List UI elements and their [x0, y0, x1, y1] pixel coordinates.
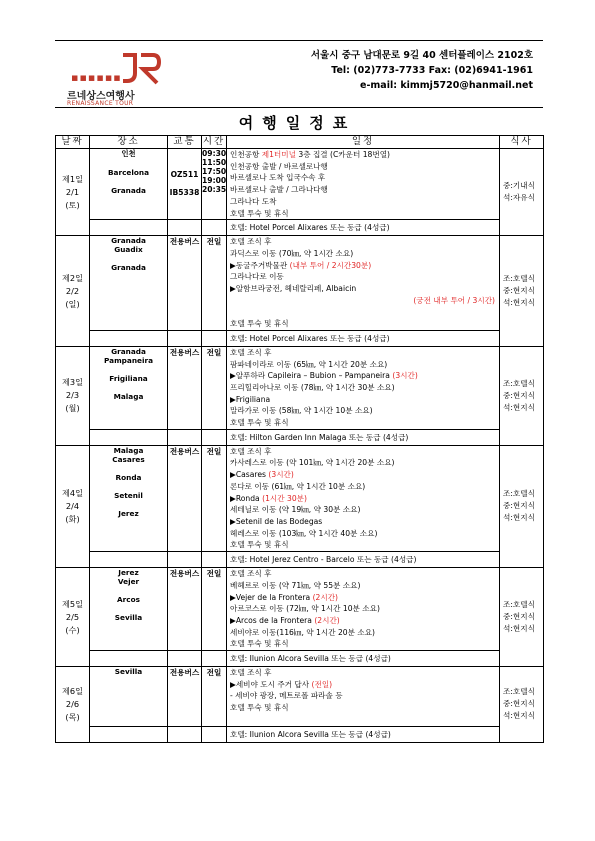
schedule-text: 호텔 조식 후 [230, 237, 272, 247]
place-name: Granada [111, 346, 146, 356]
schedule-text: 3층 집결 (C카운터 18번열) [295, 150, 391, 159]
time-cell [202, 149, 227, 220]
schedule-text: 호텔 조식 후 [230, 347, 272, 357]
schedule-line [230, 260, 499, 272]
schedule-text: 인천공항 출발 / 바르셀로나행 [230, 161, 328, 171]
schedule-line [230, 196, 499, 208]
hotel-row-place-blank [90, 429, 168, 445]
day-row-4 [56, 445, 544, 551]
day-row-1 [56, 149, 544, 220]
schedule-line [230, 481, 499, 493]
logo-mark-icon [121, 51, 161, 85]
schedule-text: ▶Vejer de la Frontera [230, 592, 313, 602]
place-cell [90, 236, 168, 331]
schedule-text: 세비야로 이동(116㎞, 약 1시간 20분 소요) [230, 627, 376, 637]
schedule-line [230, 539, 499, 551]
schedule-text: 그라나다 도착 [230, 196, 277, 206]
place-name: Malaga [113, 445, 144, 455]
day-label [56, 445, 90, 567]
schedule-text: 인천공항 [230, 150, 262, 159]
schedule-text: 호텔 투숙 및 휴식 [230, 703, 289, 713]
place-name [90, 383, 167, 392]
schedule-text: 호텔 투숙 및 휴식 [230, 418, 289, 428]
transport-cell [168, 149, 202, 220]
place-name [90, 500, 167, 509]
schedule-text: ▶Frigiliana [230, 394, 271, 404]
schedule-line [230, 580, 499, 592]
schedule-highlight: (궁전 내부 투어 / 3시간) [413, 295, 495, 305]
hotel-row-place-blank [90, 651, 168, 667]
meal-value: 중:기내식 [503, 181, 535, 191]
schedule-line [230, 347, 499, 359]
meal-value: 조:호텔식 [503, 274, 535, 284]
place-name: Malaga [113, 391, 144, 401]
meal-value: 석:현지식 [503, 711, 535, 721]
meal-value: 석:현지식 [503, 624, 535, 634]
schedule-line [230, 568, 499, 580]
schedule-line [230, 714, 499, 726]
hotel-row-2 [56, 330, 544, 346]
hotel-info: 호텔: Hilton Garden Inn Malaga 또는 동급 (4성급) [227, 429, 500, 445]
schedule-line [230, 627, 499, 639]
time-value: 09:30 [202, 149, 227, 158]
hotel-row-transport-blank [168, 651, 202, 667]
schedule-text [230, 307, 232, 316]
place-name: Casares [112, 454, 145, 464]
schedule-line [230, 603, 499, 615]
schedule-line [230, 638, 499, 650]
schedule-text: 바르셀로나 도착 입국수속 후 [230, 173, 326, 183]
header-date: 날짜 [56, 136, 90, 149]
transport-value: 전용버스 [169, 347, 200, 357]
schedule-text: 헤레스로 이동 (103㎞, 약 1시간 40분 소요) [230, 528, 378, 538]
schedule-line [230, 417, 499, 429]
transport-cell [168, 568, 202, 651]
company-logo [65, 51, 185, 107]
transport-value: OZ511 [170, 170, 199, 179]
schedule-highlight: (3시간) [268, 470, 294, 480]
schedule-line [230, 516, 499, 528]
schedule-line [230, 149, 499, 161]
place-name [90, 254, 167, 263]
time-cell [202, 346, 227, 429]
schedule-text: 카사레스로 이동 (약 101㎞, 약 1시간 20분 소요) [230, 458, 395, 468]
meal-cell [500, 149, 544, 236]
schedule-highlight: (3시간) [392, 371, 418, 381]
schedule-text: - 세비야 광장, 메트로폴 파라솔 등 [230, 691, 343, 701]
place-name [90, 464, 167, 473]
place-name [90, 177, 167, 186]
schedule-text [230, 715, 232, 724]
time-value: 전일 [206, 446, 222, 456]
time-value: 20:35 [202, 185, 227, 194]
schedule-text: ▶Setenil de las Bodegas [230, 516, 323, 526]
day-label-line: (월) [65, 403, 80, 414]
hotel-info: 호텔: Hotel Jerez Centro - Barcelo 또는 동급 (4성급) [227, 552, 500, 568]
place-name: Frigiliana [109, 373, 148, 383]
schedule-line [230, 283, 499, 295]
hotel-row-transport-blank [168, 726, 202, 742]
place-name: Pampaneira [104, 355, 153, 365]
transport-cell [168, 346, 202, 429]
schedule-line [230, 359, 499, 371]
place-name [90, 604, 167, 613]
logo-dots: ▪▪▪▪▪▪ [71, 71, 122, 84]
hotel-row-place-blank [90, 220, 168, 236]
day-row-5 [56, 568, 544, 651]
day-label-line: 제5일 [61, 598, 84, 609]
day-label [56, 236, 90, 347]
schedule-line [230, 208, 499, 220]
schedule-cell [227, 236, 500, 331]
meal-cell [500, 568, 544, 667]
place-name [90, 159, 167, 168]
schedule-line [230, 667, 499, 679]
meal-value: 조:호텔식 [503, 378, 535, 388]
company-tel-fax: Tel: (02)773-7733 Fax: (02)6941-1961 [331, 65, 533, 76]
hotel-row-transport-blank [168, 429, 202, 445]
schedule-text: 호텔 조식 후 [230, 446, 272, 456]
itinerary-table [55, 135, 544, 743]
place-name: Granada [111, 263, 146, 273]
meal-cell [500, 236, 544, 347]
day-row-3 [56, 346, 544, 429]
schedule-line [230, 504, 499, 516]
hotel-row-place-blank [90, 552, 168, 568]
day-label-line: 제2일 [61, 272, 84, 283]
hotel-row-1 [56, 220, 544, 236]
hotel-row-place-blank [90, 726, 168, 742]
hotel-row-transport-blank [168, 552, 202, 568]
schedule-line [230, 318, 499, 330]
transport-value: IB5338 [169, 188, 200, 197]
meal-value: 조:호텔식 [503, 687, 535, 697]
time-value: 전일 [206, 347, 222, 357]
transport-value: 전용버스 [169, 668, 200, 678]
day-label-line: (목) [65, 711, 80, 722]
day-label-line: (화) [65, 513, 80, 524]
schedule-cell [227, 149, 500, 220]
time-cell [202, 236, 227, 331]
company-address: 서울시 중구 남대문로 9길 40 센터플레이스 2102호 [310, 50, 533, 61]
schedule-line [230, 172, 499, 184]
time-value: 전일 [206, 668, 222, 678]
place-name: Granada [111, 186, 146, 195]
time-value: 전일 [206, 569, 222, 579]
schedule-line [230, 446, 499, 458]
day-label-line: (일) [65, 298, 80, 309]
place-name: Arcos [117, 595, 140, 605]
time-cell [202, 667, 227, 727]
schedule-text: ▶동굴주거박물관 [230, 260, 290, 270]
schedule-line [230, 184, 499, 196]
schedule-highlight: (2시간) [312, 592, 339, 602]
meal-cell [500, 667, 544, 743]
place-name: Sevilla [114, 667, 143, 677]
schedule-line [230, 394, 499, 406]
schedule-text: 팜파네이라로 이동 (65㎞, 약 1시간 20분 소요) [230, 359, 388, 369]
schedule-line [230, 248, 499, 260]
schedule-cell [227, 346, 500, 429]
schedule-text: ▶Casares [230, 470, 269, 480]
hotel-row-time-blank [202, 552, 227, 568]
schedule-line [230, 702, 499, 714]
hotel-info: 호텔: Hotel Porcel Alixares 또는 동급 (4성급) [227, 330, 500, 346]
schedule-line [230, 271, 499, 283]
day-label [56, 667, 90, 743]
day-label-line: 2/6 [65, 698, 80, 709]
schedule-text: 프리힐리아나로 이동 (78㎞, 약 1시간 30분 소요) [230, 382, 395, 392]
hotel-row-time-blank [202, 726, 227, 742]
meal-value: 중:현지식 [503, 501, 535, 511]
schedule-line [230, 161, 499, 173]
meal-value: 중:현지식 [503, 286, 535, 296]
day-label-line: 2/5 [65, 611, 80, 622]
time-value: 17:50 [202, 167, 227, 176]
schedule-text: 과딕스로 이동 (70㎞, 약 1시간 소요) [230, 248, 354, 258]
day-label-line: (토) [65, 199, 80, 210]
meal-value: 조:호텔식 [503, 489, 535, 499]
schedule-text: 호텔 투숙 및 휴식 [230, 319, 289, 329]
schedule-line [230, 615, 499, 627]
place-cell [90, 445, 168, 551]
company-email[interactable]: e-mail: kimmj5720@hanmail.net [360, 80, 533, 91]
hotel-info: 호텔: Hotel Porcel Alixares 또는 동급 (4성급) [227, 220, 500, 236]
schedule-text: 호텔 투숙 및 휴식 [230, 540, 289, 550]
schedule-text: ▶알푸하라 Capileira – Bubion – Pampaneira [230, 371, 393, 381]
meal-value: 석:현지식 [503, 513, 535, 523]
schedule-cell [227, 445, 500, 551]
transport-value: 전용버스 [169, 237, 200, 247]
day-label-line: 제4일 [61, 487, 84, 498]
schedule-line [230, 382, 499, 394]
place-cell [90, 149, 168, 220]
meal-value: 중:현지식 [503, 612, 535, 622]
page-title: 여행일정표 [238, 114, 357, 132]
schedule-text: ▶Ronda [230, 493, 263, 503]
table-header-row [56, 136, 544, 149]
header-schedule: 일정 [227, 136, 500, 149]
transport-value: 전용버스 [169, 569, 200, 579]
header-time: 시간 [202, 136, 226, 147]
time-cell [202, 445, 227, 551]
logo-text-english: RENAISSANCE TOUR [67, 100, 134, 107]
place-name: 인천 [121, 149, 136, 158]
place-name [90, 586, 167, 595]
transport-value: 전용버스 [169, 446, 200, 456]
place-name: Vejer [117, 577, 140, 587]
place-name [90, 482, 167, 491]
meal-value: 중:현지식 [503, 390, 535, 400]
place-name: Granada [111, 236, 146, 246]
schedule-line [230, 295, 499, 307]
schedule-line [230, 306, 499, 318]
hotel-row-time-blank [202, 651, 227, 667]
schedule-text: 바르셀로나 출발 / 그라나다행 [230, 185, 328, 195]
hotel-row-transport-blank [168, 220, 202, 236]
schedule-line [230, 457, 499, 469]
schedule-cell [227, 568, 500, 651]
place-name: Jerez [118, 568, 139, 578]
schedule-highlight: (전일) [311, 679, 333, 689]
schedule-text: 호텔 투숙 및 휴식 [230, 208, 289, 218]
day-label-line: 2/2 [65, 285, 80, 296]
transport-cell [168, 445, 202, 551]
schedule-line [230, 592, 499, 604]
header-transport: 교통 [168, 136, 202, 149]
time-value: 전일 [206, 237, 222, 247]
place-name: Sevilla [114, 613, 143, 623]
day-label-line: 제3일 [61, 377, 84, 388]
schedule-text: ▶알함브라궁전, 헤네랄리페, Albaicin [230, 284, 357, 294]
time-value: 19:00 [202, 176, 227, 185]
place-name: Ronda [115, 472, 142, 482]
schedule-line [230, 528, 499, 540]
schedule-text: 호텔 조식 후 [230, 668, 272, 678]
schedule-cell [227, 667, 500, 727]
letterhead [55, 40, 543, 108]
company-contact [311, 48, 533, 93]
meal-value: 석:현지식 [503, 402, 535, 412]
hotel-info: 호텔: Ilunion Alcora Sevilla 또는 동급 (4성급) [227, 651, 500, 667]
hotel-row-transport-blank [168, 330, 202, 346]
schedule-line [230, 690, 499, 702]
schedule-line [230, 370, 499, 382]
hotel-info: 호텔: Ilunion Alcora Sevilla 또는 동급 (4성급) [227, 726, 500, 742]
place-name: Guadix [114, 245, 143, 255]
meal-value: 중:현지식 [503, 699, 535, 709]
schedule-text: 론다로 이동 (61㎞, 약 1시간 10분 소요) [230, 481, 366, 491]
day-label [56, 568, 90, 667]
place-name: Jerez [118, 508, 139, 518]
day-row-2 [56, 236, 544, 331]
hotel-row-5 [56, 651, 544, 667]
hotel-row-6 [56, 726, 544, 742]
day-label-line: (수) [65, 624, 80, 635]
meal-cell [500, 346, 544, 445]
hotel-row-time-blank [202, 330, 227, 346]
meal-value: 석:현지식 [503, 298, 535, 308]
schedule-text: 호텔 투숙 및 휴식 [230, 639, 289, 649]
meal-cell [500, 445, 544, 567]
place-name: Setenil [114, 490, 143, 500]
transport-cell [168, 236, 202, 331]
schedule-highlight: (내부 투어 / 2시간30분) [289, 260, 372, 270]
place-name: Barcelona [108, 168, 149, 177]
transport-cell [168, 667, 202, 727]
day-label-line: 제6일 [61, 685, 84, 696]
day-label [56, 149, 90, 236]
day-label-line: 제1일 [61, 173, 84, 184]
schedule-highlight: (1시간 30분) [262, 493, 307, 503]
time-value: 11:50 [202, 158, 227, 167]
schedule-line [230, 679, 499, 691]
transport-value [168, 197, 201, 206]
hotel-row-3 [56, 429, 544, 445]
transport-value [168, 179, 201, 188]
schedule-line [230, 493, 499, 505]
schedule-text: ▶세비야 도시 주거 답사 [230, 679, 312, 689]
header-meal: 식사 [500, 136, 544, 149]
meal-value: 조:호텔식 [503, 600, 535, 610]
day-label [56, 346, 90, 445]
day-label-line: 2/1 [65, 186, 80, 197]
schedule-text: 호텔 조식 후 [230, 569, 272, 579]
schedule-line [230, 236, 499, 248]
schedule-text: ▶Arcos de la Frontera [230, 615, 315, 625]
schedule-text: 세테닐로 이동 (약 19㎞, 약 30분 소요) [230, 505, 361, 515]
schedule-text: 베헤르로 이동 (약 71㎞, 약 55분 소요) [230, 580, 361, 590]
schedule-text: 아르코스로 이동 (72㎞, 약 1시간 10분 소요) [230, 604, 380, 614]
logo-text-korean: 르네상스여행사 [67, 91, 135, 102]
schedule-text: 말라가로 이동 (58㎞, 약 1시간 10분 소요) [230, 406, 373, 416]
place-cell [90, 568, 168, 651]
place-cell [90, 346, 168, 429]
schedule-highlight: 제1터미널 [261, 150, 296, 159]
day-label-line: 2/4 [65, 500, 80, 511]
hotel-row-time-blank [202, 429, 227, 445]
time-cell [202, 568, 227, 651]
place-name [90, 365, 167, 374]
hotel-row-time-blank [202, 220, 227, 236]
hotel-row-place-blank [90, 330, 168, 346]
day-label-line: 2/3 [65, 390, 80, 401]
schedule-highlight: (2시간) [314, 615, 340, 625]
hotel-row-4 [56, 552, 544, 568]
header-place: 장소 [90, 136, 168, 149]
schedule-text: 그라나다로 이동 [230, 272, 284, 282]
schedule-line [230, 405, 499, 417]
meal-value: 석:자유식 [503, 193, 535, 203]
place-cell [90, 667, 168, 727]
itinerary-body [56, 149, 544, 743]
schedule-line [230, 469, 499, 481]
day-row-6 [56, 667, 544, 727]
transport-value [168, 161, 201, 170]
